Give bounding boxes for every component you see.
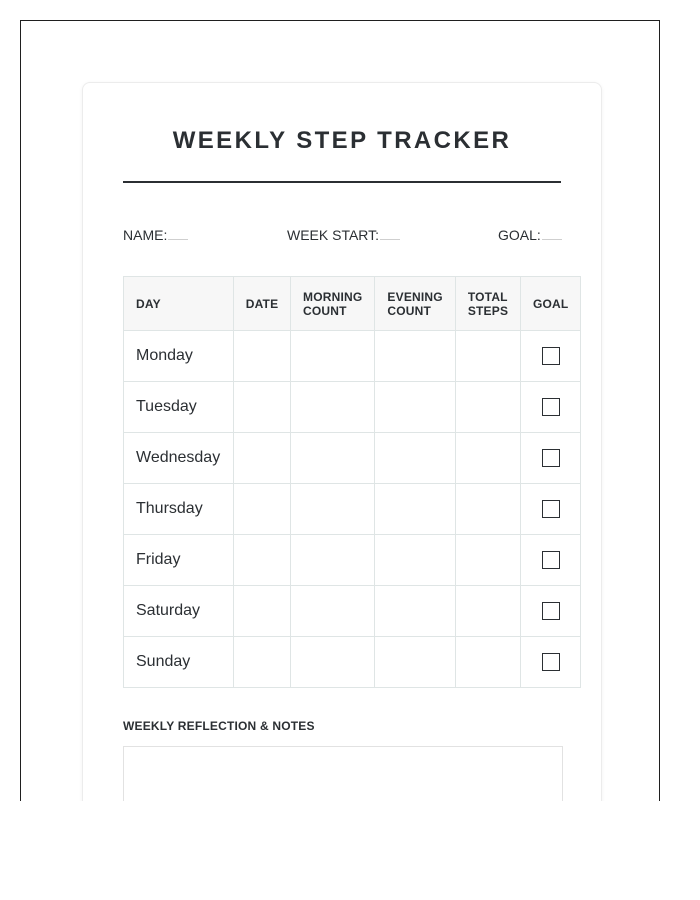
date-cell[interactable] <box>234 331 291 382</box>
week-start-field[interactable] <box>287 227 400 243</box>
day-cell: Monday <box>124 331 234 382</box>
notes-heading: WEEKLY REFLECTION & NOTES <box>123 719 315 733</box>
day-cell: Tuesday <box>124 382 234 433</box>
goal-cell <box>521 331 581 382</box>
goal-checkbox[interactable] <box>542 551 560 569</box>
date-cell[interactable] <box>234 535 291 586</box>
day-cell: Friday <box>124 535 234 586</box>
total-steps-cell[interactable] <box>455 484 520 535</box>
goal-checkbox[interactable] <box>542 398 560 416</box>
date-cell[interactable] <box>234 637 291 688</box>
column-header-date: DATE <box>234 277 291 331</box>
goal-checkbox[interactable] <box>542 347 560 365</box>
date-cell[interactable] <box>234 586 291 637</box>
total-steps-cell[interactable] <box>455 637 520 688</box>
week-start-blank[interactable] <box>380 227 400 240</box>
total-steps-cell[interactable] <box>455 382 520 433</box>
table-row <box>124 586 581 637</box>
morning-count-cell[interactable] <box>291 433 375 484</box>
morning-count-cell[interactable] <box>291 382 375 433</box>
evening-count-cell[interactable] <box>375 586 455 637</box>
day-cell: Sunday <box>124 637 234 688</box>
title-divider <box>123 181 561 183</box>
morning-count-cell[interactable] <box>291 535 375 586</box>
total-steps-cell[interactable] <box>455 586 520 637</box>
date-cell[interactable] <box>234 433 291 484</box>
table-header-row <box>124 277 581 331</box>
morning-count-cell[interactable] <box>291 637 375 688</box>
column-header-morning-count: MORNING COUNT <box>291 277 375 331</box>
goal-field[interactable] <box>498 227 562 243</box>
column-header-goal: GOAL <box>521 277 581 331</box>
evening-count-cell[interactable] <box>375 484 455 535</box>
goal-cell <box>521 382 581 433</box>
week-start-label: WEEK START: <box>287 227 380 243</box>
name-field[interactable] <box>123 227 188 243</box>
goal-checkbox[interactable] <box>542 602 560 620</box>
evening-count-cell[interactable] <box>375 382 455 433</box>
page-frame <box>20 20 660 801</box>
goal-cell <box>521 484 581 535</box>
step-tracker-table <box>123 276 581 688</box>
evening-count-cell[interactable] <box>375 433 455 484</box>
goal-cell <box>521 637 581 688</box>
goal-label: GOAL: <box>498 227 541 243</box>
goal-checkbox[interactable] <box>542 653 560 671</box>
goal-cell <box>521 586 581 637</box>
evening-count-cell[interactable] <box>375 331 455 382</box>
date-cell[interactable] <box>234 382 291 433</box>
page-title: WEEKLY STEP TRACKER <box>172 127 512 154</box>
total-steps-cell[interactable] <box>455 535 520 586</box>
day-cell: Wednesday <box>124 433 234 484</box>
column-header-total-steps: TOTAL STEPS <box>455 277 520 331</box>
table-row <box>124 637 581 688</box>
goal-checkbox[interactable] <box>542 449 560 467</box>
goal-cell <box>521 535 581 586</box>
table-row <box>124 382 581 433</box>
evening-count-cell[interactable] <box>375 535 455 586</box>
name-label: NAME: <box>123 227 168 243</box>
table-row <box>124 535 581 586</box>
day-cell: Saturday <box>124 586 234 637</box>
name-blank[interactable] <box>168 227 188 240</box>
goal-blank[interactable] <box>542 227 562 240</box>
tracker-sheet <box>82 82 602 801</box>
total-steps-cell[interactable] <box>455 331 520 382</box>
date-cell[interactable] <box>234 484 291 535</box>
column-header-evening-count: EVENING COUNT <box>375 277 455 331</box>
table-row <box>124 331 581 382</box>
day-cell: Thursday <box>124 484 234 535</box>
goal-checkbox[interactable] <box>542 500 560 518</box>
notes-textarea[interactable] <box>123 746 563 801</box>
morning-count-cell[interactable] <box>291 586 375 637</box>
evening-count-cell[interactable] <box>375 637 455 688</box>
column-header-day: DAY <box>124 277 234 331</box>
total-steps-cell[interactable] <box>455 433 520 484</box>
morning-count-cell[interactable] <box>291 331 375 382</box>
table-row <box>124 484 581 535</box>
goal-cell <box>521 433 581 484</box>
morning-count-cell[interactable] <box>291 484 375 535</box>
table-row <box>124 433 581 484</box>
